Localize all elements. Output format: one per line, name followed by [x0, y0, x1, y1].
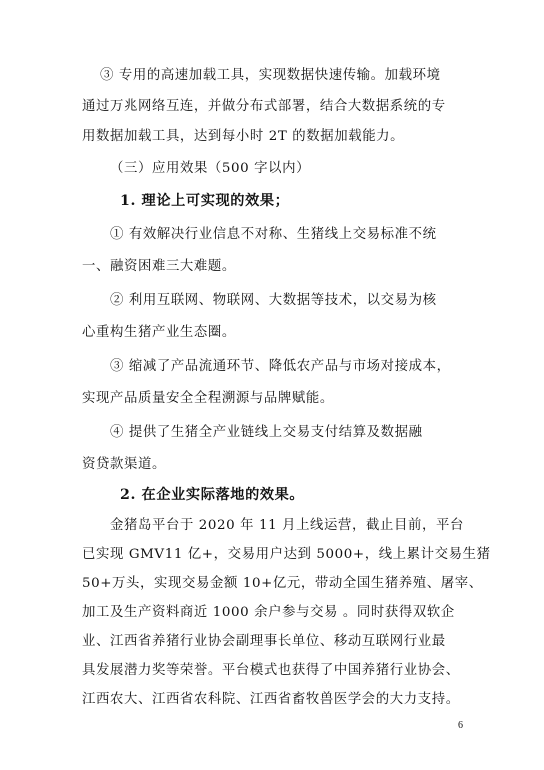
body-line: 已实现 GMV11 亿+，交易用户达到 5000+，线上累计交易生猪: [82, 547, 491, 562]
list-item-1-line: ① 有效解决行业信息不对称、生猪线上交易标准不统: [110, 227, 437, 242]
body-line: 业、江西省养猪行业协会副理事长单位、移动互联网行业最: [82, 634, 446, 649]
list-item-2-line: 心重构生猪产业生态圈。: [82, 325, 236, 340]
body-line: 江西农大、江西省农科院、江西省畜牧兽医学会的大力支持。: [82, 692, 460, 707]
list-item-4-line: 资贷款渠道。: [82, 457, 166, 472]
body-line: 加工及生产资料商近 1000 余户参与交易 。同时获得双软企: [82, 605, 455, 620]
list-item-4-line: ④ 提供了生猪全产业链线上交易支付结算及数据融: [110, 425, 423, 440]
list-item-3-line: 实现产品质量安全全程溯源与品牌赋能。: [82, 391, 334, 406]
paragraph-line: 用数据加载工具，达到每小时 2T 的数据加载能力。: [82, 129, 405, 144]
list-item-2-line: ② 利用互联网、物联网、大数据等技术，以交易为核: [110, 293, 437, 308]
section-heading: （三）应用效果（500 字以内）: [110, 161, 311, 176]
list-item-1-line: 一、融资困难三大难题。: [82, 259, 236, 274]
body-line: 金猪岛平台于 2020 年 11 月上线运营，截止目前，平台: [110, 518, 464, 533]
body-line: 50+万头，实现交易金额 10+亿元，带动全国生猪养殖、屠宰、: [82, 576, 483, 591]
list-item-3-line: ③ 缩减了产品流通环节、降低农产品与市场对接成本，: [110, 359, 451, 374]
body-line: 具发展潜力奖等荣誉。平台模式也获得了中国养猪行业协会、: [82, 663, 460, 678]
heading-theoretical-effects: 1. 理论上可实现的效果；: [120, 193, 290, 209]
paragraph-line: ③ 专用的高速加载工具，实现数据快速传输。加载环境: [100, 68, 441, 83]
heading-actual-effects: 2. 在企业实际落地的效果。: [120, 487, 305, 503]
page-number: 6: [458, 720, 463, 731]
paragraph-line: 通过万兆网络互连，并做分布式部署，结合大数据系统的专: [82, 99, 446, 114]
